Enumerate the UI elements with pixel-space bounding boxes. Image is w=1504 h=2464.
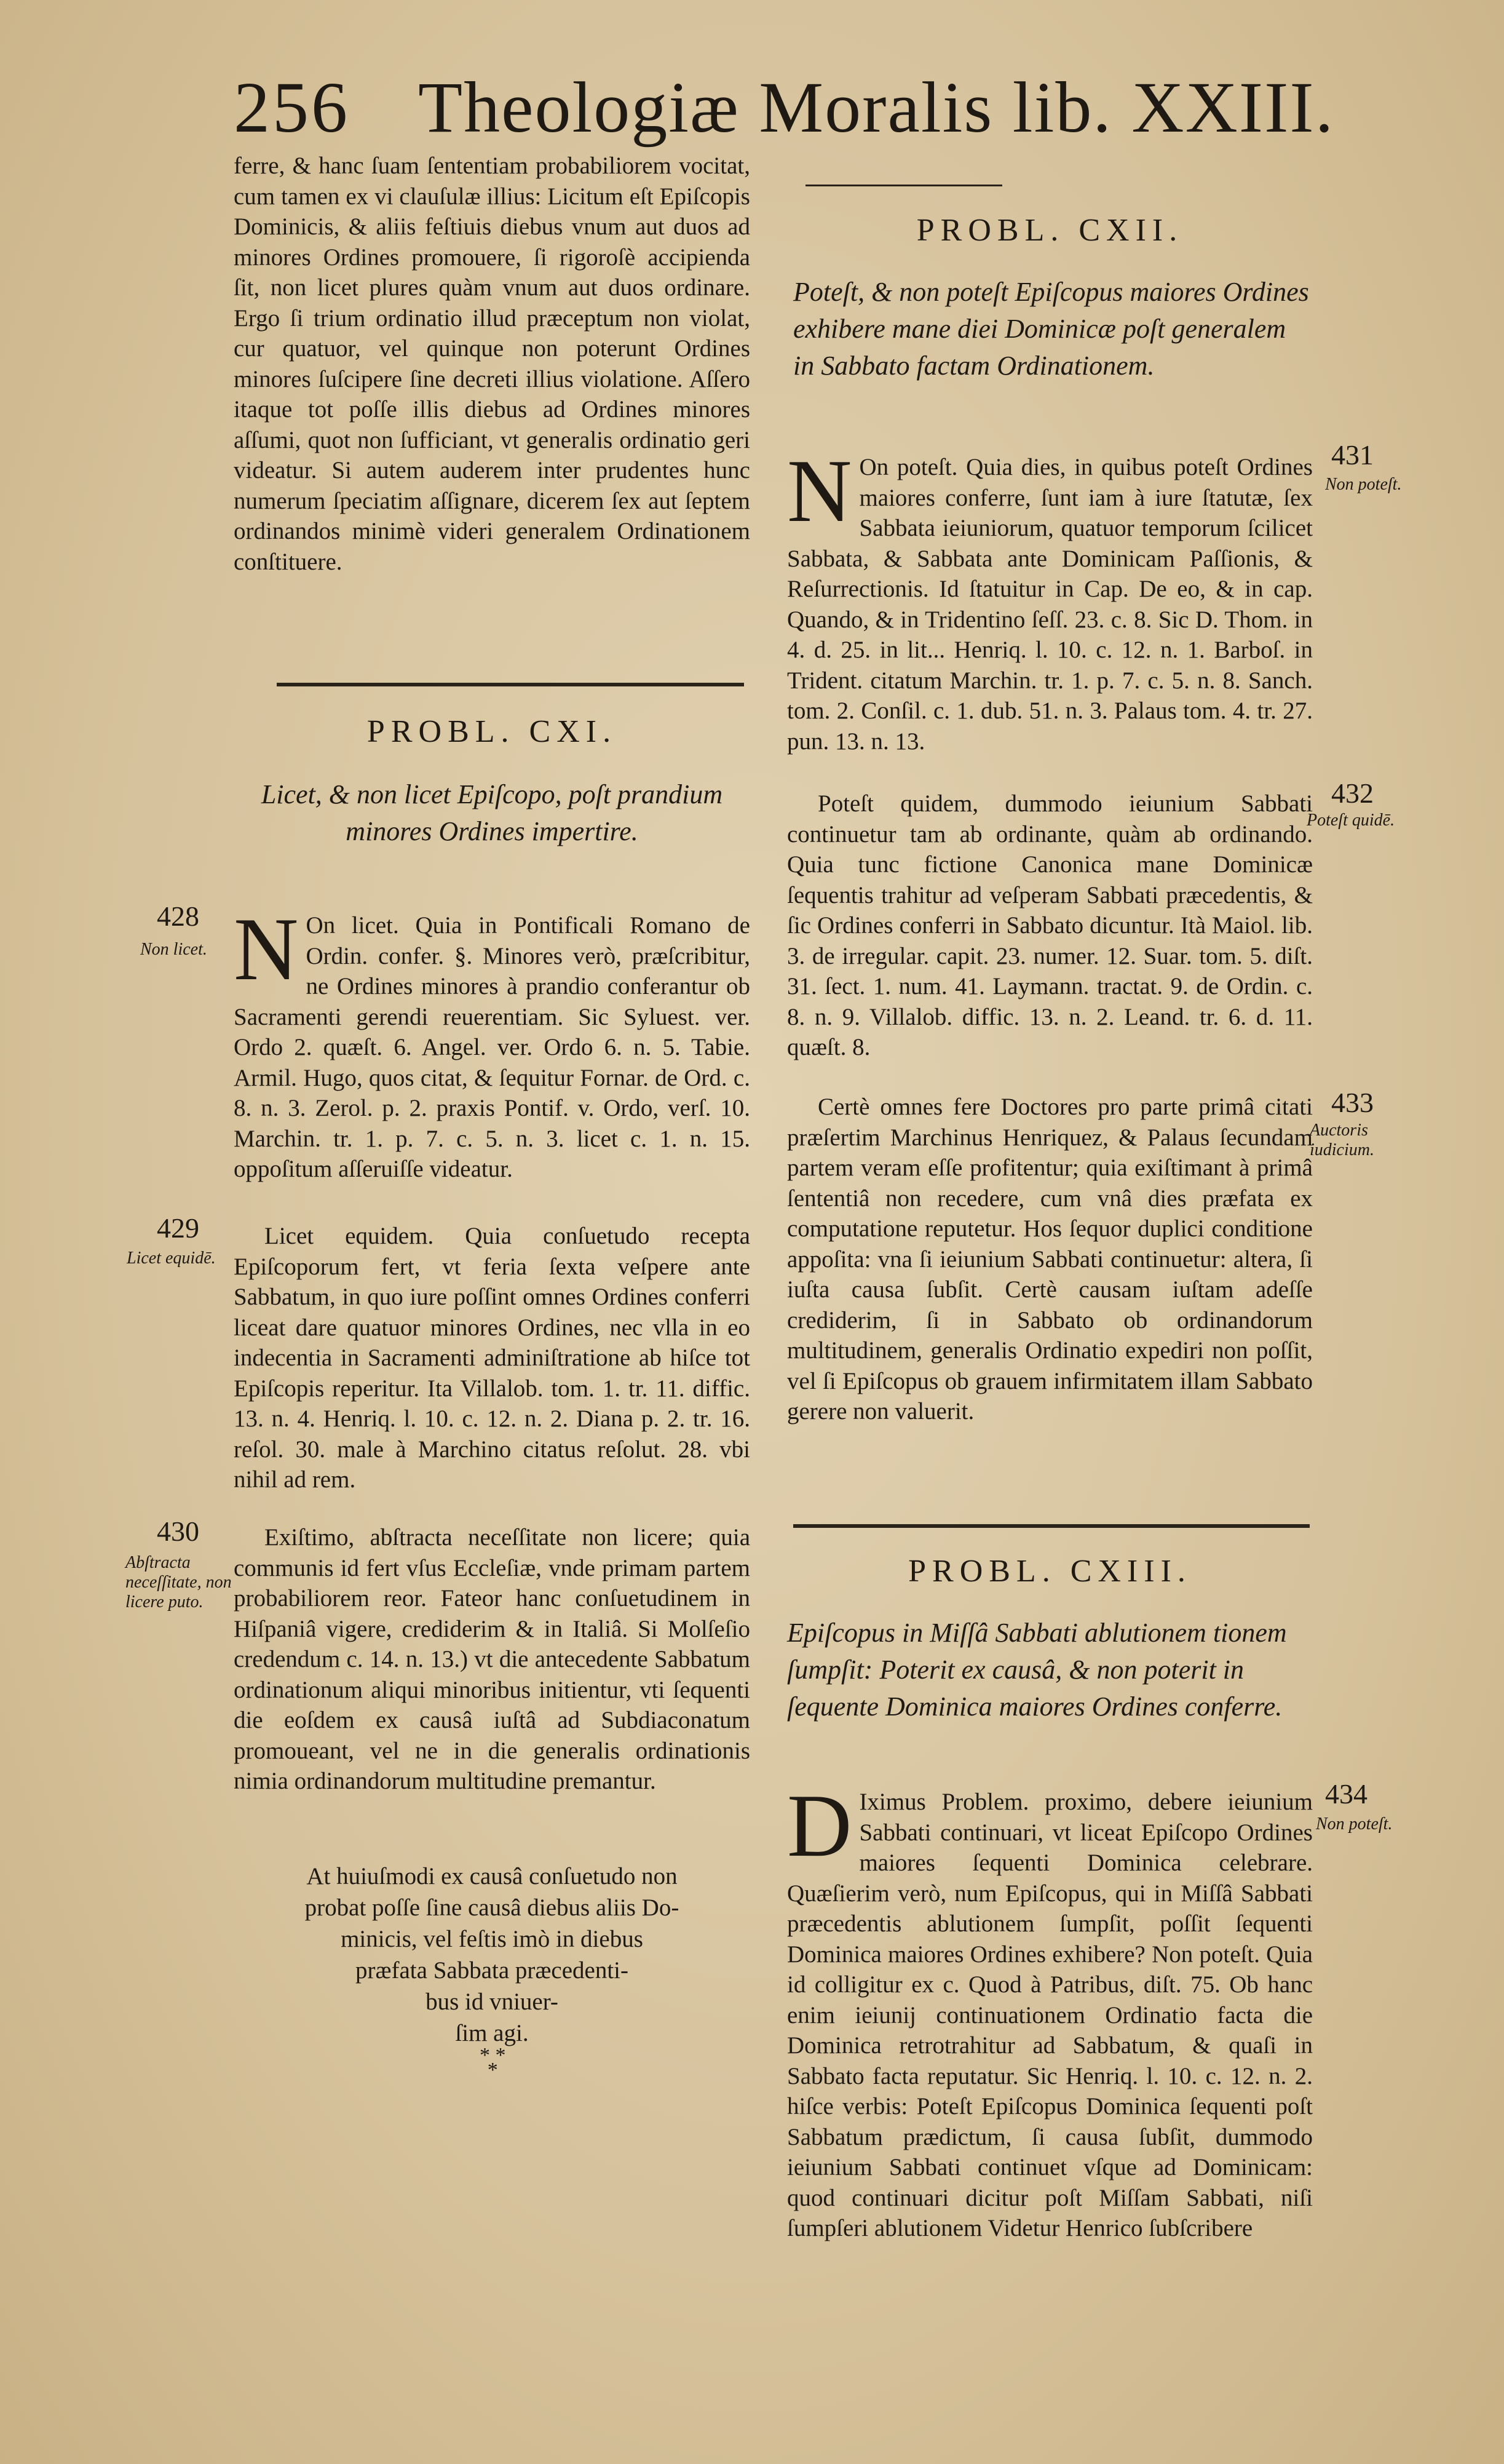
probl-cxii-label: PROBL. CXII. [916,213,1184,248]
ornament-stars: * * * [480,2044,506,2081]
paragraph-431: N On poteſt. Quia dies, in quibus poteſt Ordines maiores conferre, ſunt iam à iure ſtatutæ, ſex Sabbata ieiuniorum, quatuor temporum ſcilicet Sabbata, & Sabbata ante Dominicam Paſſionis, & Reſurrectionis. Id ſtatuitur in Cap. De eo, & in cap. Quando, & in Tridentino ſeſſ. 23. c. 8. Sic D. Thom. in 4. d. 25. in lit... Henriq. l. 10. c. 12. n. 1. Barboſ. in Trident. citatum Marchin. tr. 1. p. 7. c. 5. n. 8. Sanch. tom. 2. Conſil. c. 1. dub. 51. n. 3. Palaus tom. 4. tr. 27. pun. 13. n. 13. [787,441,1313,755]
paragraph-429: Licet equidem. Quia conſuetudo recepta Epiſcoporum fert, vt feria ſexta veſpere ante Sabbatum, in quo iure poſſint omnes Ordines conferri liceat dare quatuor minores Ordines, nec vlla in eo indecentia in Sacramenti adminiſtratione ab hiſce tot Epiſcopis reperitur. Ita Villalob. tom. 1. tr. 11. diffic. 13. n. 4. Henriq. l. 10. c. 12. n. 2. Diana p. 2. tr. 16. reſol. 30. male à Marchino citatus reſolut. 28. vbi nihil ad rem. [234,1223,750,1493]
margin-note-432: Poteſt quidē. [1307,811,1395,830]
running-title: Theologiæ Moralis lib. XXIII. [418,67,1335,148]
paragraph-434: D Iximus Problem. proximo, debere ieiunium Sabbati continuari, vt liceat Epiſcopo Ordines maiores ſequenti Dominica celebrare. Quæſierim verò, num Epiſcopus, qui in Miſſâ Sabbati præcedentis ablutionem ſumpſit, poſſit ſequenti Dominica maiores Ordines exhibere? Non poteſt. Quia id colligitur ex c. Quod à Patribus, diſt. 75. Ob hanc enim ieiunij continuationem Ordinatio facta die Dominica retrotrahitur ad Sabbatum, & quaſi in Sabbato facta reputatur. Sic Henriq. l. 10. c. 12. n. 2. hiſce verbis: Poteſt Epiſcopus Dominica ſequenti poſt Sabbatum prædictum, ſi causa ſubſit, dummodo ieiunium Sabbati continuet vſque ad Dominicam: quod continuari dicitur poſt Miſſam Sabbati, niſi ſumpſeri ablutionem Videtur Henrico ſubſcribere [787,1776,1313,2241]
paragraph-432: Poteſt quidem, dummodo ieiunium Sabbati continuetur tam ab ordinante, quàm ab ordinando. Quia tunc fictione Canonica mane Dominicæ ſequentis trahitur ad veſperam Sabbati præcedentis, & ſic Ordines conferri in Sabbato dicuntur. Ità Maiol. lib. 3. de irregular. capit. 23. numer. 12. Suar. tom. 5. diſt. 31. ſect. 1. num. 41. Laymann. tractat. 9. de Ordin. c. 8. n. 9. Villalob. diffic. 13. n. 2. Leand. tr. 6. d. 11. quæſt. 8. [787,790,1313,1060]
left-intro-text: ferre, & hanc ſuam ſententiam probabiliorem vocitat, cum tamen ex vi clauſulæ illius: Licitum eſt Epiſcopis Dominicis, & aliis feſtiuis diebus vnum aut duos ad minores Ordines promouere, ſi rigoroſè accipienda ſit, non licet plures quàm vnum aut duos ordinare. Ergo ſi trium ordinatio illud præceptum non violat, cur quatuor, vel quinque non poterunt Ordines minores ſuſcipere ſine decreti illius violatione. Aſſero itaque tot poſſe illis diebus ad Ordines minores aſſumi, quot non ſufficiant, vt generalis ordinatio geri videatur. Si autem auderem inter prudentes hunc numerum ſpeciatim aſſignare, dicerem ſex aut ſeptem ordinandos minimè videri generalem Ordinationem conſtituere. [234,153,750,575]
probl-cxi-label: PROBL. CXI. [366,714,617,749]
margin-number-428: 428 [157,900,199,932]
page-header [234,65,1335,151]
probl-cxi-title: Licet, & non licet Epiſcopo, poſt prandium minores Ordines impertire. [261,779,723,846]
margin-number-434: 434 [1325,1778,1367,1810]
drop-capital: N [234,899,299,999]
probl-cxii-title: Poteſt, & non poteſt Epiſcopus maiores Ordines exhibere mane diei Dominicæ poſt generalem in Sabbato factam Ordinationem. [793,277,1309,381]
drop-capital: N [787,441,852,541]
margin-note-429: Licet equidē. [127,1249,216,1268]
margin-note-430: Abſtracta neceſſitate, non licere puto. [125,1553,232,1612]
margin-number-433: 433 [1331,1087,1374,1118]
paragraph-433: Certè omnes fere Doctores pro parte primâ citati præſertim Marchinus Henriquez, & Palaus ſecundam partem veram eſſe profitentur; quia exiſtimant à primâ ſententiâ non recedere, cum vnâ dies præfata ex computatione reputetur. Hos ſequor duplici conditione appoſita: vna ſi ieiunium Sabbati continuetur: altera, ſi iuſta causa ſubſit. Certè causam iuſtam adeſſe crediderim, ſi in Sabbato ob ordinandorum multitudinem, generalis Ordinatio expediri non poſſit, vel ſi Epiſcopus ob grauem infirmitatem illam Sabbato gerere non valuerit. [787,1094,1313,1425]
margin-note-433: Auctoris iudicium. [1310,1121,1374,1159]
margin-number-429: 429 [157,1212,199,1244]
probl-cxiii-title: Epiſcopus in Miſſâ Sabbati ablutionem tionem ſumpſit: Poterit ex causâ, & non poterit in ſequente Dominica maiores Ordines conferre. [787,1618,1287,1722]
margin-number-432: 432 [1331,777,1374,809]
margin-number-431: 431 [1331,439,1374,471]
margin-note-428: Non licet. [140,940,207,959]
margin-note-434: Non poteſt. [1316,1814,1393,1834]
margin-note-431: Non poteſt. [1325,475,1402,494]
section-rule [277,683,744,686]
margin-number-430: 430 [157,1516,199,1547]
section-rule [793,1524,1310,1528]
paragraph-428: N On licet. Quia in Pontificali Romano de Ordin. confer. §. Minores verò, præſcribitur, ne Ordines minores à prandio conferantur ob Sacramenti gerendi reuerentiam. Sic Syluest. ver. Ordo 2. quæſt. 6. Angel. ver. Ordo 6. n. 5. Tabie. Armil. Hugo, quos citat, & ſequitur Fornar. de Ord. c. 8. n. 3. Zerol. p. 2. praxis Pontif. v. Ordo, verſ. 10. Marchin. tr. 1. p. 7. c. 5. n. 3. licet c. 1. n. 15. oppoſitum aſſeruiſſe videatur. [234,899,750,1182]
page-number: 256 [234,67,350,148]
paragraph-430-tail: At huiuſmodi ex causâ conſuetudo non probat poſſe ſine causâ diebus aliis Do- minicis, vel feſtis imò in diebus præfata Sabbata præcedenti- bus id vniuer- ſim agi. [304,1863,679,2046]
section-rule-thin [805,185,1002,186]
drop-capital: D [787,1776,852,1875]
probl-cxiii-label: PROBL. CXIII. [908,1554,1192,1589]
paragraph-430: Exiſtimo, abſtracta neceſſitate non licere; quia communis id fert vſus Eccleſiæ, vnde primam partem probabiliorem reor. Fateor hanc conſuetudinem in Hiſpaniâ vigere, crediderim & in Italiâ. Si Molſeſio credendum c. 14. n. 13.) vt die antecedente Sabbatum ordinationum aliqui minoribus initientur, vti ſequenti die eoſdem ex causâ iuſtâ ad Subdiaconatum promoueant, vel ne in die generalis ordinationis nimia ordinandorum multitudine premantur. [234,1524,750,1794]
